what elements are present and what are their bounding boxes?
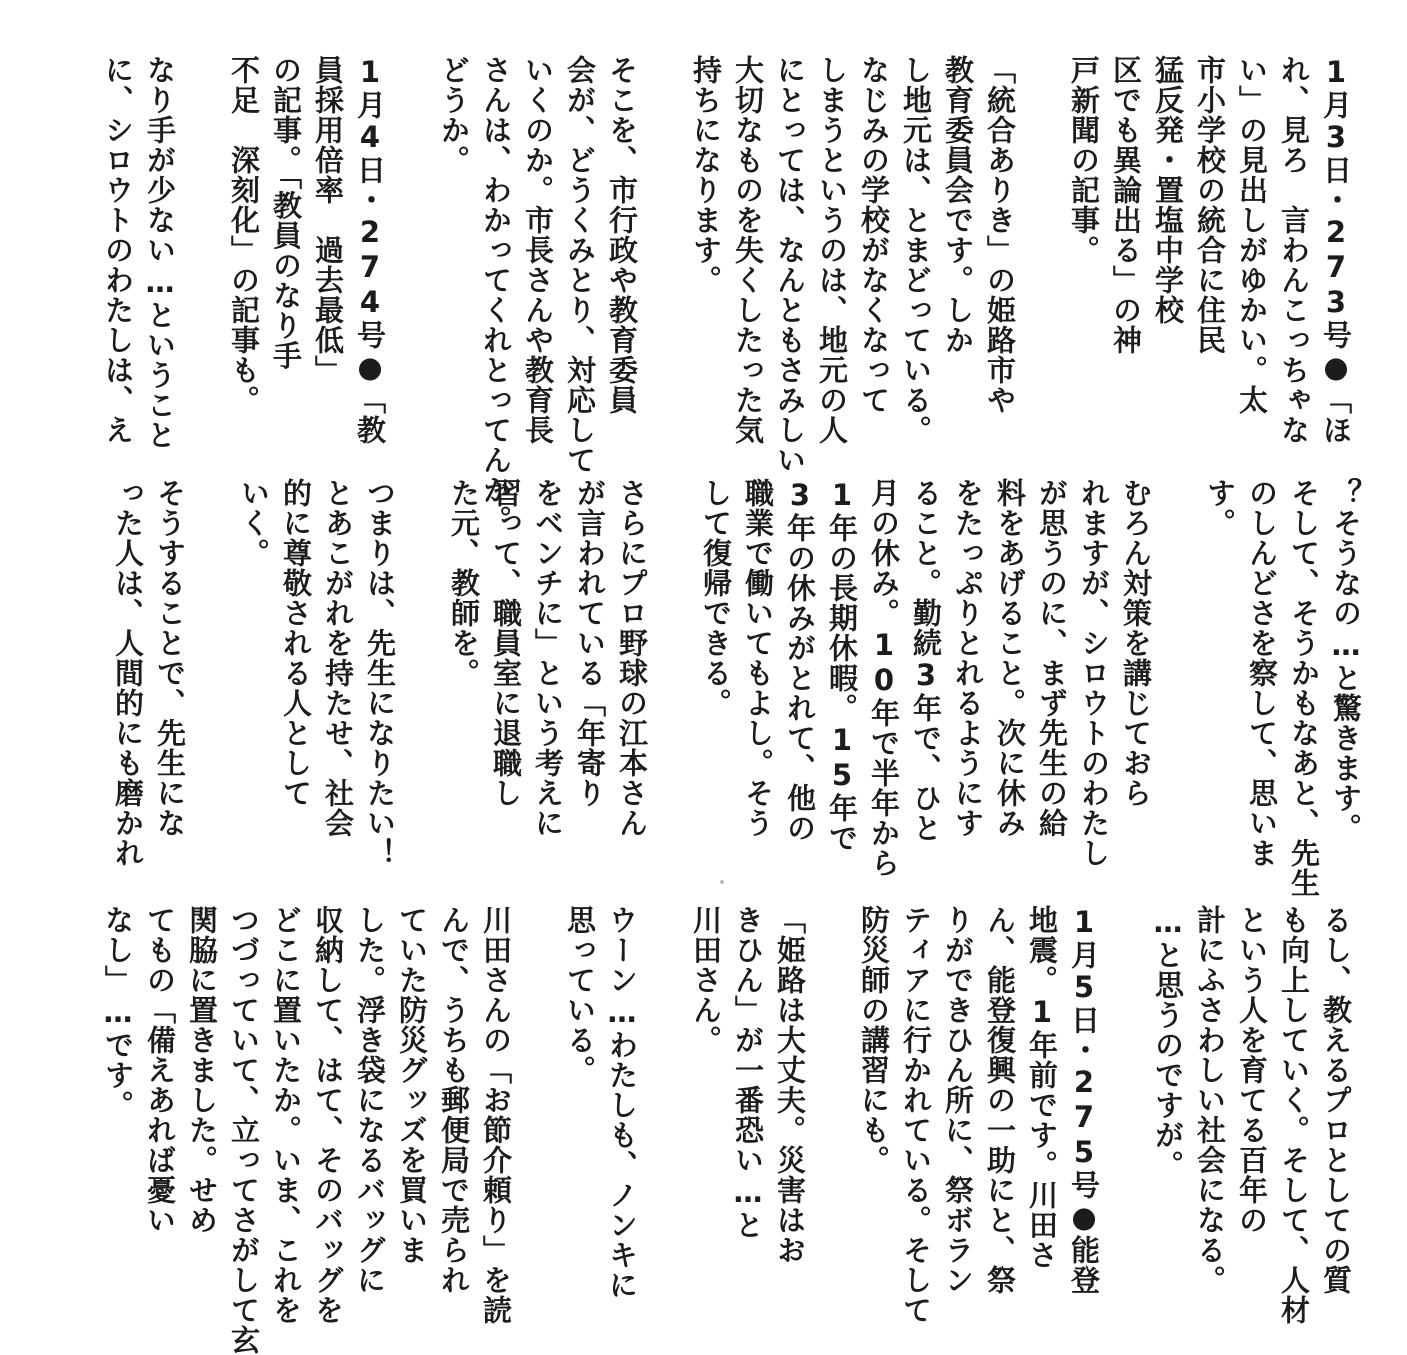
- text-line: 教育委員会です。しか: [941, 55, 975, 355]
- text-line: 猛反発・置塩中学校: [1151, 55, 1185, 325]
- text-line: 防災師の講習にも。: [857, 905, 891, 1175]
- text-line: ていた防災グッズを買いま: [395, 905, 429, 1265]
- text-line: 戸新聞の記事。: [1067, 55, 1101, 265]
- text-line: 関脇に置きました。せめ: [185, 905, 219, 1235]
- text-line: という人を育てる百年の: [1235, 905, 1269, 1235]
- text-line: どうか。: [437, 55, 471, 175]
- text-line: しまうというのは、地元の人: [815, 55, 849, 445]
- text-line: 不足 深刻化」の記事も。: [227, 55, 261, 415]
- text-line: して復帰できる。: [699, 478, 733, 718]
- text-line: 1月4日・274号●「教: [353, 55, 387, 445]
- text-line: す。: [1203, 478, 1237, 538]
- text-line: きひん」が一番恐い…と: [731, 905, 765, 1240]
- text-line: どこに置いたか。いま、これを: [269, 905, 303, 1325]
- text-line: 月の休み。10年で半年から: [867, 478, 901, 878]
- text-line: 持ちになります。: [689, 55, 723, 295]
- text-line: [191, 478, 233, 878]
- text-line: [181, 55, 223, 455]
- text-line: そこを、市行政や教育委員: [605, 55, 639, 415]
- text-line: い」の見出しがゆかい。太: [1235, 55, 1269, 415]
- text-line: 習って、職員室に退職し: [489, 478, 523, 808]
- text-line: した。浮き袋になるバッグに: [353, 905, 387, 1295]
- text-line: し地元は、とまどっている。: [899, 55, 933, 445]
- text-line: 計にふさわしい社会になる。: [1193, 905, 1227, 1295]
- text-line: いく。: [237, 478, 271, 568]
- text-line: ティアに行かれている。そして: [899, 905, 933, 1325]
- text-line: むろん対策を講じておら: [1119, 478, 1153, 808]
- text-line: れ、見ろ 言わんこっちゃな: [1277, 55, 1311, 445]
- text-line: [811, 905, 853, 1305]
- text-line: [653, 478, 695, 878]
- text-line: 川田さんの「お節介頼り」を読: [479, 905, 513, 1325]
- text-line: [401, 478, 443, 878]
- text-line: 的に尊敬される人として: [279, 478, 313, 808]
- text-line: に、シロウトのわたしは、え: [101, 55, 135, 445]
- text-line: 1年の長期休暇。15年で: [825, 478, 859, 853]
- text-line: が思うのに、まず先生の給: [1035, 478, 1069, 838]
- text-line: つづっていて、立ってさがして玄: [227, 905, 261, 1355]
- text-line: [1105, 905, 1147, 1305]
- text-line: ウーン…わたしも、ノンキに: [605, 905, 639, 1300]
- text-line: てもの「備えあれば憂い: [143, 905, 177, 1235]
- text-line: いくのか。市長さんや教育長: [521, 55, 555, 445]
- text-line: 料をあげること。次に休み: [993, 478, 1027, 838]
- text-line: 思っている。: [563, 905, 597, 1085]
- text-line: 員採用倍率 過去最低」: [311, 55, 345, 385]
- text-line: りができひん所に、祭ボラン: [941, 905, 975, 1295]
- text-line: 区でも異論出る」の神: [1109, 55, 1143, 355]
- text-line: [1157, 478, 1199, 878]
- text-line: さらにプロ野球の江本さん: [615, 478, 649, 838]
- text-line: が言われている「年寄り: [573, 478, 607, 808]
- text-line: 3年の休みがとれて、他の: [783, 478, 817, 843]
- text-line: そして、そうかもなあと、先生: [1287, 478, 1321, 898]
- text-line: 大切なものを失くしたった気: [731, 55, 765, 445]
- text-line: [391, 55, 433, 455]
- text-line: [643, 905, 685, 1305]
- text-line: ん、能登復興の一助にと、祭: [983, 905, 1017, 1295]
- text-line: の記事。「教員のなり手: [269, 55, 303, 371]
- text-line: [1021, 55, 1063, 455]
- text-line: るし、教えるプロとしての質: [1319, 905, 1353, 1295]
- text-row-bottom: [97, 905, 1357, 1355]
- text-row-top: [97, 55, 1357, 535]
- text-line: そうすることで、先生にな: [153, 478, 187, 838]
- text-line: をたっぷりとれるようにす: [951, 478, 985, 838]
- text-line: 収納して、はて、そのバッグを: [311, 905, 345, 1325]
- text-line: [517, 905, 559, 1305]
- paper-speck: [720, 880, 724, 884]
- text-line: つまりは、先生になりたい！: [363, 478, 397, 868]
- text-line: のしんどさを察して、思いま: [1245, 478, 1279, 868]
- text-line: 川田さん。: [689, 905, 723, 1055]
- text-line: った人は、人間的にも磨かれ: [111, 478, 145, 868]
- text-line: 1月5日・275号●能登: [1067, 905, 1101, 1295]
- text-line: 「統合ありき」の姫路市や: [983, 55, 1017, 415]
- text-line: た元、教師を。: [447, 478, 481, 688]
- text-line: んで、うちも郵便局で売られ: [437, 905, 471, 1295]
- text-line: 地震。1年前です。川田さ: [1025, 905, 1059, 1270]
- text-line: なし」…です。: [101, 905, 135, 1120]
- text-line: 会が、どうくみとり、対応して: [563, 55, 597, 475]
- text-line: をベンチに」という考えに: [531, 478, 565, 838]
- text-line: なじみの学校がなくなって: [857, 55, 891, 415]
- text-line: 職業で働いてもよし。そう: [741, 478, 775, 838]
- text-row-middle: [107, 478, 1367, 898]
- text-line: なり手が少ない…ということ: [143, 55, 177, 450]
- text-line: れますが、シロウトのわたし: [1077, 478, 1111, 868]
- text-line: とあこがれを持たせ、社会: [321, 478, 355, 838]
- text-line: [643, 55, 685, 455]
- text-line: 1月3日・273号●「ほ: [1319, 55, 1353, 445]
- text-line: ？そうなの…と驚きます。: [1329, 478, 1363, 843]
- text-line: にとっては、なんともさみしい: [773, 55, 807, 475]
- text-line: も向上していく。そして、人材: [1277, 905, 1311, 1325]
- text-line: …と思うのですが。: [1151, 905, 1185, 1180]
- text-line: 市小学校の統合に住民: [1193, 55, 1227, 355]
- text-line: 「姫路は大丈夫。災害はお: [773, 905, 807, 1265]
- text-line: さんは、わかってくれとってんか。: [479, 55, 513, 535]
- text-line: ること。勤続3年で、ひと: [909, 478, 943, 843]
